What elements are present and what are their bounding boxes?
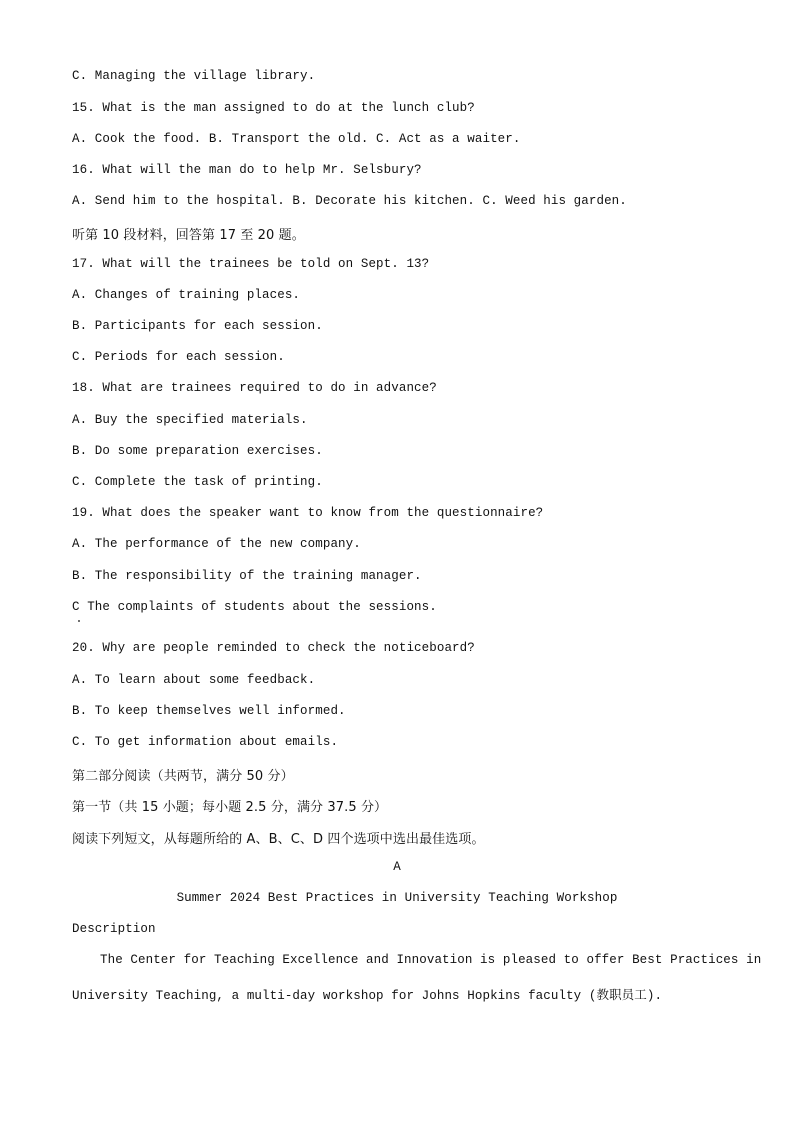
question-16: 16. What will the man do to help Mr. Selsbury? (72, 163, 422, 177)
paragraph-line-1: The Center for Teaching Excellence and Innovation is pleased to offer Best Practices in (100, 953, 762, 967)
section-10-instruction: 听第 10 段材料，回答第 17 至 20 题。 (72, 228, 305, 243)
question-20-option-b: B. To keep themselves well informed. (72, 704, 346, 718)
question-18-option-a: A. Buy the specified materials. (72, 413, 308, 427)
question-15-options: A. Cook the food. B. Transport the old. C. Act as a waiter. (72, 132, 521, 146)
question-20: 20. Why are people reminded to check the noticeboard? (72, 641, 475, 655)
question-19-option-c: C The complaints of students about the sessions. (72, 600, 437, 614)
question-20-option-c: C. To get information about emails. (72, 735, 339, 749)
question-17-option-a: A. Changes of training places. (72, 288, 301, 302)
question-18-option-c: C. Complete the task of printing. (72, 475, 323, 489)
paragraph-line-2: University Teaching, a multi-day workshop for Johns Hopkins faculty (教职员工). (72, 989, 663, 1003)
passage-label: A (393, 860, 401, 874)
reading-instruction: 阅读下列短文，从每题所给的 A、B、C、D 四个选项中选出最佳选项。 (72, 832, 485, 847)
question-17-option-b: B. Participants for each session. (72, 319, 323, 333)
question-15: 15. What is the man assigned to do at the lunch club? (72, 101, 475, 115)
question-14-option-c: C. Managing the village library. (72, 69, 316, 83)
description-heading: Description (72, 922, 156, 936)
passage-title: Summer 2024 Best Practices in University Teaching Workshop (176, 891, 618, 905)
question-20-option-a: A. To learn about some feedback. (72, 673, 316, 687)
question-18: 18. What are trainees required to do in advance? (72, 381, 437, 395)
section-one-heading: 第一节（共 15 小题；每小题 2.5 分，满分 37.5 分） (72, 800, 388, 815)
question-19-option-a: A. The performance of the new company. (72, 537, 361, 551)
question-16-options: A. Send him to the hospital. B. Decorate his kitchen. C. Weed his garden. (72, 194, 627, 208)
question-19-option-b: B. The responsibility of the training manager. (72, 569, 422, 583)
question-18-option-b: B. Do some preparation exercises. (72, 444, 323, 458)
question-17-option-c: C. Periods for each session. (72, 350, 285, 364)
question-19: 19. What does the speaker want to know from the questionnaire? (72, 506, 544, 520)
stray-mark (78, 620, 80, 622)
question-17: 17. What will the trainees be told on Sept. 13? (72, 257, 430, 271)
part-two-heading: 第二部分阅读（共两节，满分 50 分） (72, 769, 294, 784)
